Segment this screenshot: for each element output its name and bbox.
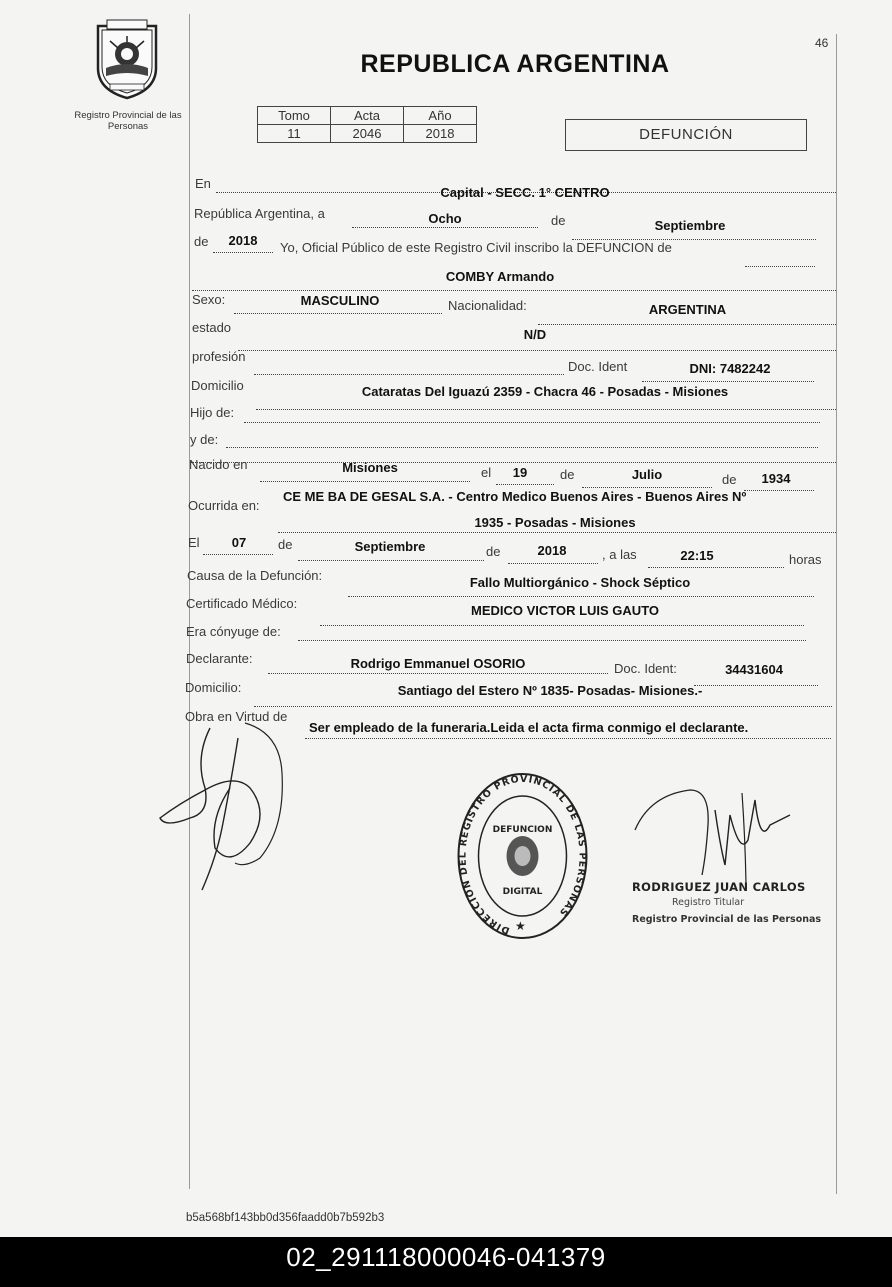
causa-line	[348, 596, 814, 597]
nac-anio: 1934	[761, 471, 791, 486]
def-anio-line	[508, 563, 598, 564]
domicilio-line	[256, 409, 836, 410]
right-margin-line	[836, 34, 837, 1194]
declarante-line	[268, 673, 608, 674]
ocurrida-line-2: 1935 - Posadas - Misiones	[474, 515, 636, 530]
page-title: REPUBLICA ARGENTINA	[360, 50, 670, 78]
inscribo-line	[745, 266, 815, 267]
footer-id: 02_291118000046-041379	[0, 1237, 892, 1287]
def-dia-line	[203, 554, 273, 555]
nac-de1-label: de	[560, 467, 575, 482]
sexo-value: MASCULINO	[300, 293, 380, 308]
nac-dia-line	[496, 484, 554, 485]
conyuge-label: Era cónyuge de:	[186, 624, 281, 639]
document-hash: b5a568bf143bb0d356faadd0b7b592b3	[186, 1212, 385, 1224]
mes-value: Septiembre	[654, 218, 726, 233]
nacionalidad-label: Nacionalidad:	[448, 298, 527, 313]
causa-value: Fallo Multiorgánico - Shock Séptico	[469, 575, 691, 590]
hijo-label: Hijo de:	[190, 405, 235, 420]
estado-line	[238, 350, 836, 351]
doc-value: DNI: 7482242	[689, 361, 771, 376]
domicilio-value: Cataratas Del Iguazú 2359 - Chacra 46 - Posadas - Misiones	[361, 384, 729, 399]
nacionalidad-value: ARGENTINA	[648, 302, 727, 317]
inscribo-text: Yo, Oficial Público de este Registro Civil inscribo la DEFUNCION de	[280, 240, 672, 255]
signatory-name: RODRIGUEZ JUAN CARLOS	[632, 880, 806, 894]
registry-table	[257, 106, 477, 143]
nombre-value: COMBY Armando	[445, 269, 555, 284]
doc-label: Doc. Ident	[568, 359, 628, 374]
logo-caption: Registro Provincial de las Personas	[74, 110, 182, 132]
profesion-line	[254, 374, 564, 375]
ocurrida-line-1: CE ME BA DE GESAL S.A. - Centro Medico Buenos Aires - Buenos Aires Nº	[283, 489, 747, 504]
ocurrida-label: Ocurrida en:	[188, 498, 260, 513]
page-number: 46	[815, 36, 829, 50]
seal-center-bottom: DIGITAL	[502, 887, 543, 897]
ocurrida-line	[278, 532, 836, 533]
nac-mes-line	[582, 487, 712, 488]
anio-line	[213, 252, 273, 253]
registrar-signature	[630, 785, 800, 885]
tomo-value: 11	[258, 125, 331, 143]
dia-texto: Ocho	[428, 211, 462, 226]
acta-value: 2046	[331, 125, 404, 143]
estado-label: estado	[192, 320, 232, 335]
acta-header: Acta	[331, 107, 404, 125]
act-type-box: DEFUNCIÓN	[565, 119, 807, 151]
declarante-label: Declarante:	[186, 651, 253, 666]
decl-doc-label: Doc. Ident:	[614, 661, 677, 676]
domicilio-label: Domicilio	[191, 378, 244, 393]
anio-value: 2018	[228, 233, 258, 248]
nacido-line	[260, 481, 470, 482]
el2-label: El	[188, 535, 200, 550]
republica-label: República Argentina, a	[194, 206, 325, 221]
doc-line	[642, 381, 814, 382]
de2-label: de	[194, 234, 209, 249]
sexo-label: Sexo:	[192, 292, 226, 307]
domicilio2-line	[254, 706, 832, 707]
horas-label: horas	[789, 552, 822, 567]
nac-mes: Julio	[631, 467, 663, 482]
hijo-line	[244, 422, 820, 423]
domicilio2-label: Domicilio:	[185, 680, 242, 695]
anio-header: Año	[404, 107, 477, 125]
seal-ring-text: DIRECCION DEL REGISTRO PROVINCIAL DE LAS PERSONAS	[457, 773, 588, 936]
def-dia: 07	[231, 535, 247, 550]
certificado-label: Certificado Médico:	[186, 596, 298, 611]
profesion-label: profesión	[192, 349, 246, 364]
el-label: el	[481, 465, 492, 480]
anio-value: 2018	[404, 125, 477, 143]
province-logo	[88, 16, 166, 100]
nacionalidad-line	[538, 324, 836, 325]
def-mes: Septiembre	[354, 539, 426, 554]
domicilio2-value: Santiago del Estero Nº 1835- Posadas- Misiones.-	[397, 683, 703, 698]
nac-de2-label: de	[722, 472, 737, 487]
certificado-value: MEDICO VICTOR LUIS GAUTO	[470, 603, 660, 618]
alas-label: , a las	[602, 547, 637, 562]
obra-line	[305, 738, 831, 739]
signatory-office: Registro Provincial de las Personas	[632, 914, 822, 925]
causa-label: Causa de la Defunción:	[187, 568, 323, 583]
estado-value: N/D	[523, 327, 547, 342]
tomo-header: Tomo	[258, 107, 331, 125]
yde-label: y de:	[190, 432, 219, 447]
hora-line	[648, 567, 784, 568]
svg-text:★: ★	[515, 919, 526, 933]
de1-label: de	[551, 213, 566, 228]
declarante-signature	[150, 718, 300, 898]
obra-value: Ser empleado de la funeraria.Leida el acta firma conmigo el declarante.	[309, 720, 749, 735]
nacido-value: Misiones	[342, 460, 398, 475]
en-label: En	[195, 176, 211, 191]
def-mes-line	[298, 560, 484, 561]
decl-doc-value: 34431604	[725, 662, 783, 677]
seal-center-top: DEFUNCION	[492, 825, 553, 835]
signatory-title: Registro Titular	[672, 897, 745, 908]
sexo-line	[234, 313, 442, 314]
nacido-label: Nacido en	[189, 457, 248, 472]
certificado-line	[320, 625, 804, 626]
lugar-value: Capital - SECC. 1° CENTRO	[440, 185, 610, 200]
yde-line	[226, 447, 818, 448]
hora-value: 22:15	[680, 548, 714, 563]
nombre-line	[192, 290, 836, 291]
obra-label: Obra en Virtud de	[185, 709, 288, 724]
def-anio: 2018	[537, 543, 567, 558]
yde-line-2	[190, 462, 836, 463]
registry-seal	[455, 770, 590, 942]
nac-dia: 19	[512, 465, 528, 480]
def-de1-label: de	[278, 537, 293, 552]
def-de2-label: de	[486, 544, 501, 559]
declarante-value: Rodrigo Emmanuel OSORIO	[350, 656, 526, 671]
dia-line	[352, 227, 538, 228]
conyuge-line	[298, 640, 806, 641]
